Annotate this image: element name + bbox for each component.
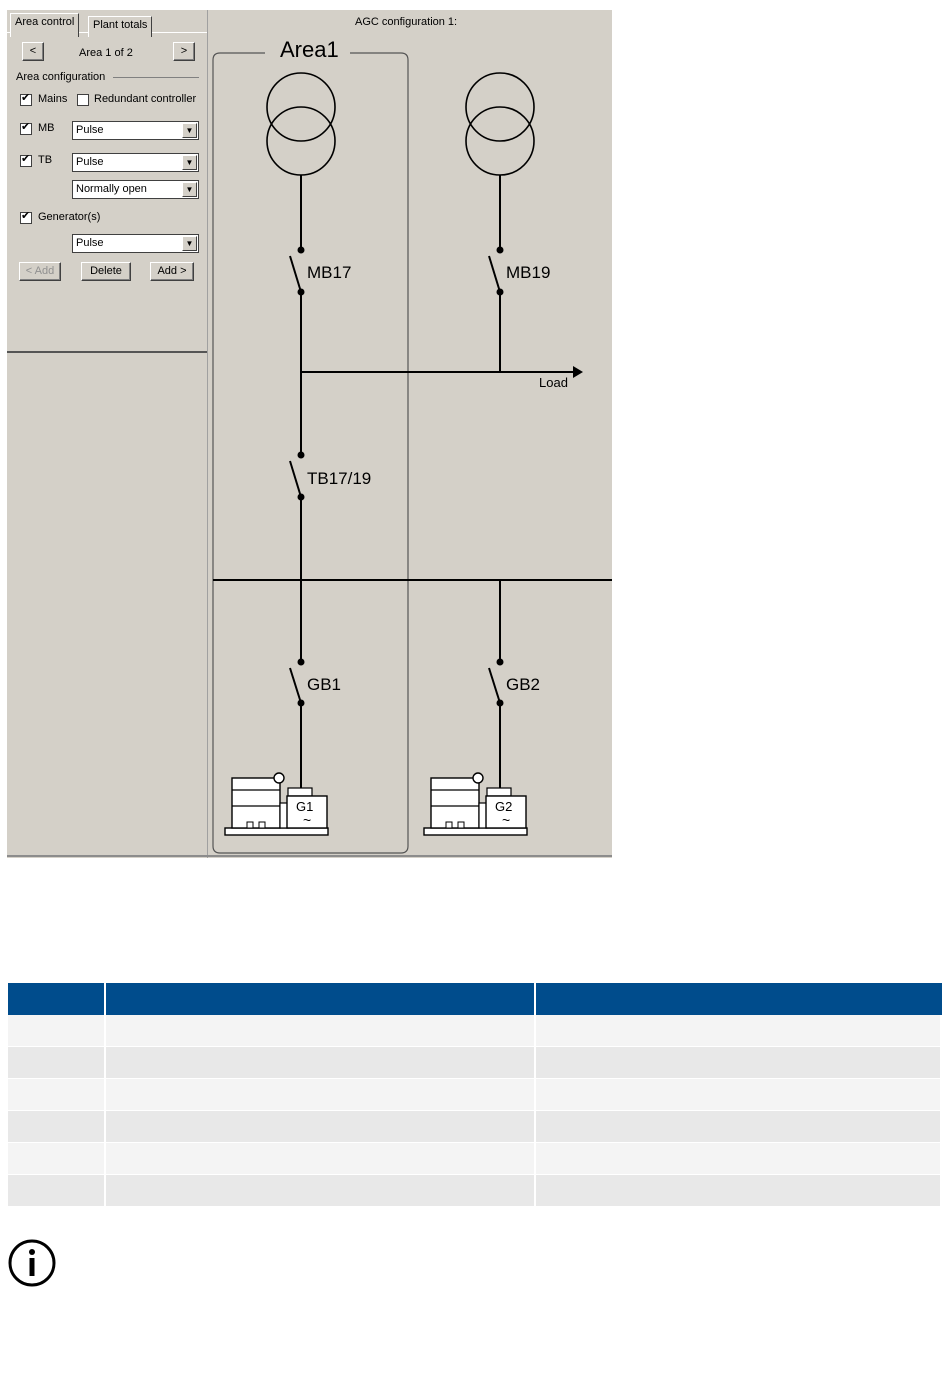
- breaker-gb2: GB2: [506, 675, 541, 694]
- tb-label: TB: [38, 154, 53, 166]
- chevron-down-icon: ▼: [182, 155, 197, 170]
- switch-icon: [290, 461, 301, 497]
- chevron-down-icon: ▼: [182, 123, 197, 138]
- generators-label: Generator(s): [38, 211, 101, 223]
- generators-mode-select[interactable]: Pulse ▼: [72, 234, 199, 253]
- window-title: AGC configuration 1:: [355, 16, 458, 28]
- checkmark-icon: ✔: [21, 121, 31, 133]
- next-area-button[interactable]: >: [173, 42, 195, 61]
- mains-label: Mains: [38, 93, 68, 105]
- chevron-down-icon: ▼: [182, 236, 197, 251]
- prev-area-button[interactable]: <: [22, 42, 44, 61]
- table-row: [8, 1047, 942, 1078]
- add-right-button[interactable]: Add >: [150, 262, 194, 281]
- generator-g1-label: G1: [296, 799, 314, 814]
- checkmark-icon: ✔: [21, 210, 31, 222]
- table-row: [8, 1143, 942, 1174]
- breaker-gb1: GB1: [307, 675, 342, 694]
- switch-icon: [489, 256, 500, 292]
- breaker-tb17-19: TB17/19: [307, 469, 372, 488]
- mb-label: MB: [38, 122, 55, 134]
- table-row: [8, 1111, 942, 1142]
- breaker-mb19: MB19: [506, 263, 551, 282]
- tb-state-select[interactable]: Normally open ▼: [72, 180, 199, 199]
- transformer-icon: [466, 73, 534, 175]
- load-label: Load: [539, 375, 568, 390]
- checkmark-icon: ✔: [21, 153, 31, 165]
- table-row: [8, 1079, 942, 1110]
- info-icon: [8, 1239, 56, 1287]
- agc-configuration-window: [7, 10, 612, 858]
- chevron-down-icon: ▼: [182, 182, 197, 197]
- checkmark-icon: ✔: [21, 92, 31, 104]
- ac-symbol: ~: [502, 812, 511, 828]
- generator-g2-label: G2: [495, 799, 513, 814]
- ac-symbol: ~: [303, 812, 312, 828]
- arrow-right-icon: [573, 366, 583, 378]
- table-row: [8, 1175, 942, 1206]
- area-label: Area1: [280, 37, 339, 62]
- delete-button[interactable]: Delete: [81, 262, 131, 281]
- table-header-cell: [536, 983, 942, 1015]
- mb-mode-select[interactable]: Pulse ▼: [72, 121, 199, 140]
- area-configuration-label: Area configuration: [16, 71, 106, 83]
- single-line-diagram: [7, 10, 612, 858]
- add-left-button[interactable]: < Add: [19, 262, 61, 281]
- breaker-mb17: MB17: [307, 263, 352, 282]
- area-indicator: Area 1 of 2: [79, 47, 133, 59]
- tab-area-control[interactable]: Area control: [10, 13, 79, 37]
- switch-icon: [290, 668, 301, 703]
- table-row: [8, 1015, 942, 1046]
- switch-icon: [290, 256, 301, 292]
- switch-icon: [489, 668, 500, 703]
- table-header-cell: [106, 983, 536, 1015]
- tb-mode-select[interactable]: Pulse ▼: [72, 153, 199, 172]
- redundant-controller-label: Redundant controller: [94, 93, 197, 105]
- table-header-cell: [8, 983, 106, 1015]
- table-header: [8, 983, 942, 1015]
- transformer-icon: [267, 73, 335, 175]
- tab-plant-totals[interactable]: Plant totals: [88, 16, 152, 37]
